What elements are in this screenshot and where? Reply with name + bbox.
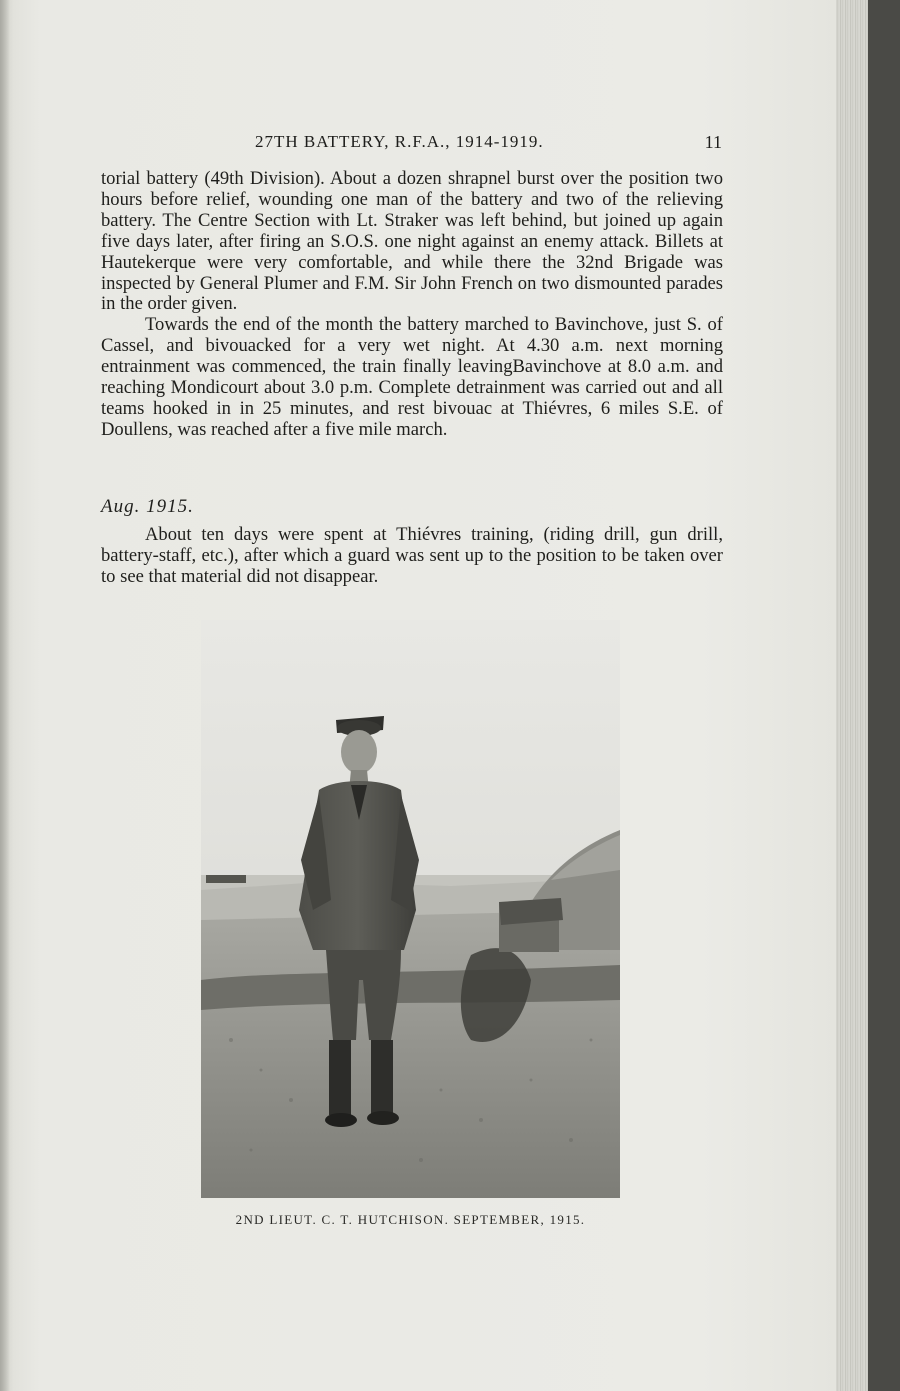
paragraph: About ten days were spent at Thiévres training, (riding drill, gun drill, battery-staff, etc.), after which a guard was sent up to the position to be taken over to see that material did not disappear. bbox=[101, 524, 723, 587]
body-text bbox=[101, 525, 723, 588]
paragraph: Towards the end of the month the battery marched to Bavinchove, just S. of Cassel, and bivouacked for a very wet night. At 4.30 a.m. next morning entrainment was commenced, the train finally leavingBavinchove at 8.0 a.m. and reaching Mondicourt about 3.0 p.m. Complete detrainment was carried out and all teams hooked in in 25 minutes, and rest bivouac at Thiévres, 6 miles S.E. of Doullens, was reached after a five mile march. bbox=[101, 314, 723, 440]
page-edges bbox=[836, 0, 868, 1391]
photo-image bbox=[201, 620, 620, 1198]
spine-shadow bbox=[0, 0, 10, 1391]
page-number: 11 bbox=[704, 132, 722, 152]
running-title: 27TH BATTERY, R.F.A., 1914-1919. bbox=[255, 132, 544, 151]
portrait-photograph bbox=[201, 620, 620, 1198]
paragraph: torial battery (49th Division). About a dozen shrapnel burst over the position two hours before relief, wounding one man of the battery and two of the relieving battery. The Centre Section with Lt. Straker was left behind, but joined up again five days later, after firing an S.O.S. one night against an enemy attack. Billets at Hautekerque were very comfortable, and while there the 32nd Brigade was inspected by General Plumer and F.M. Sir John French on two dismounted parades in the order given. bbox=[101, 168, 723, 315]
photo-caption: 2ND LIEUT. C. T. HUTCHISON. SEPTEMBER, 1915. bbox=[235, 1212, 586, 1227]
running-head bbox=[100, 132, 722, 154]
body-text bbox=[101, 169, 723, 441]
section-date-heading: Aug. 1915. bbox=[101, 496, 194, 517]
